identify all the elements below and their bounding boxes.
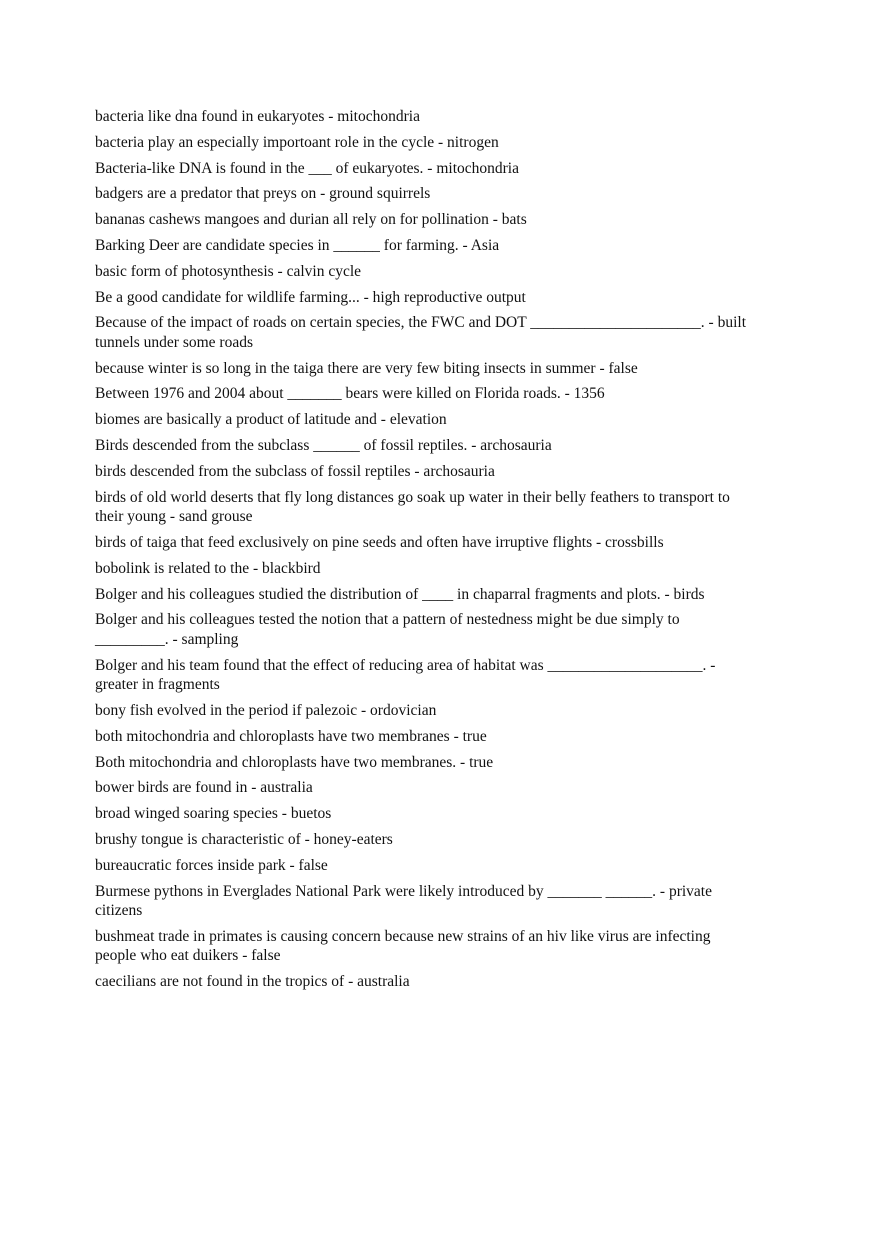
list-item: biomes are basically a product of latitude and - elevation <box>95 411 447 429</box>
list-item: bureaucratic forces inside park - false <box>95 856 328 874</box>
list-item: birds descended from the subclass of fossil reptiles - archosauria <box>95 462 495 480</box>
list-item: bacteria like dna found in eukaryotes - mitochondria <box>95 108 420 125</box>
list-item: basic form of photosynthesis - calvin cycle <box>95 262 362 280</box>
list-item: bony fish evolved in the period if palezoic - ordovician <box>95 701 437 719</box>
list-item: birds of old world deserts that fly long distances go soak up water in their belly feathers to transport to their young - sand grouse <box>95 488 730 526</box>
list-item: because winter is so long in the taiga there are very few biting insects in summer - false <box>95 359 638 377</box>
list-item: Bacteria-like DNA is found in the ___ of eukaryotes. - mitochondria <box>95 159 519 177</box>
list-item: caecilians are not found in the tropics of - australia <box>95 973 410 991</box>
list-item: bobolink is related to the - blackbird <box>95 559 321 577</box>
list-item: Birds descended from the subclass ______ of fossil reptiles. - archosauria <box>95 437 552 455</box>
list-item: Barking Deer are candidate species in ______ for farming. - Asia <box>95 236 500 254</box>
list-item: badgers are a predator that preys on - ground squirrels <box>95 185 431 203</box>
list-item: bushmeat trade in primates is causing concern because new strains of an hiv like virus are infecting people who eat duikers - false <box>95 927 711 965</box>
list-item: Bolger and his team found that the effect of reducing area of habitat was ____________________. - greater in fragments <box>95 656 716 694</box>
list-item: Bolger and his colleagues tested the notion that a pattern of nestedness might be due simply to _________. - sampling <box>95 611 680 648</box>
flashcard-list <box>95 107 755 998</box>
list-item: Both mitochondria and chloroplasts have two membranes. - true <box>95 753 494 771</box>
list-item: both mitochondria and chloroplasts have two membranes - true <box>95 727 487 745</box>
list-item: birds of taiga that feed exclusively on pine seeds and often have irruptive flights - crossbills <box>95 533 664 551</box>
list-item: Bolger and his colleagues studied the distribution of ____ in chaparral fragments and plots. - birds <box>95 585 705 603</box>
list-item: bananas cashews mangoes and durian all rely on for pollination - bats <box>95 211 527 229</box>
list-item: Burmese pythons in Everglades National Park were likely introduced by _______ ______. - private citizens <box>95 882 712 920</box>
list-item: bacteria play an especially importoant role in the cycle - nitrogen <box>95 133 499 151</box>
list-item: bower birds are found in - australia <box>95 779 313 797</box>
list-item: brushy tongue is characteristic of - honey-eaters <box>95 830 393 848</box>
list-item: Because of the impact of roads on certain species, the FWC and DOT ______________________. - built tunnels under some roads <box>95 314 747 351</box>
list-item: broad winged soaring species - buetos <box>95 805 332 823</box>
list-item: Between 1976 and 2004 about _______ bears were killed on Florida roads. - 1356 <box>95 385 605 403</box>
list-item: Be a good candidate for wildlife farming... - high reproductive output <box>95 288 526 306</box>
